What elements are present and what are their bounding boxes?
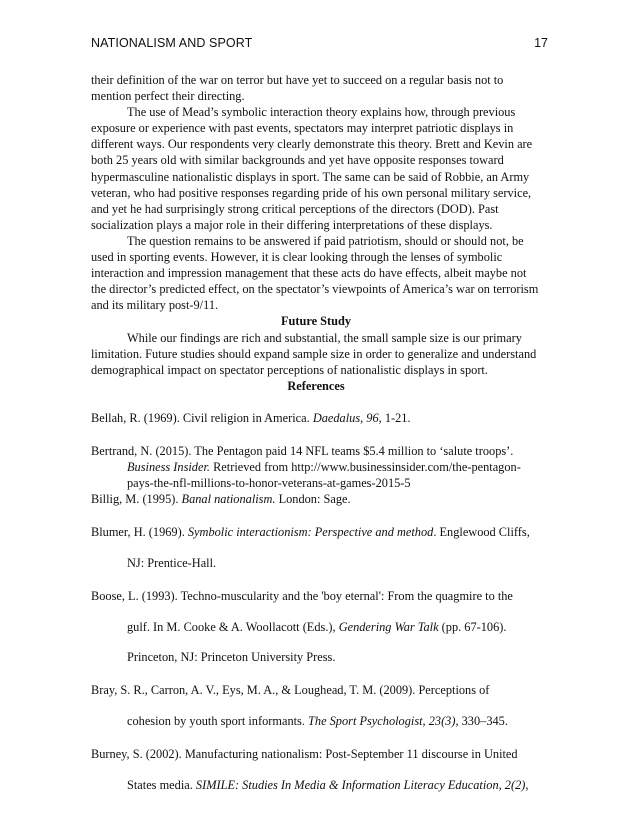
reference-list xyxy=(91,410,541,793)
reference-item: Bray, S. R., Carron, A. V., Eys, M. A., & Loughead, T. M. (2009). Perceptions of cohesion by youth sport informants. The Sport Psychologist, 23(3), 330–345. xyxy=(91,683,508,728)
reference-item: Billig, M. (1995). Banal nationalism. London: Sage. xyxy=(91,492,351,507)
paragraph: The use of Mead’s symbolic interaction theory explains how, through previous exposure or experience with past events, spectators may interpret patriotic displays in different ways. Our respondents very clearly demonstrate this theory. Brett and Kevin are both 25 years old with similar backgrounds and yet have opposite responses toward hypermasculine nationalistic displays in sport. The same can be said of Robbie, an Army veteran, who had positive responses regarding pride of his own personal military service, and yet he had surprisingly strong critical perceptions of the directors (DOD). Past socialization plays a major role in their differing interpretations of these displays. xyxy=(91,105,533,232)
reference-item: Burney, S. (2002). Manufacturing nationalism: Post-September 11 discourse in United States media. SIMILE: Studies In Media & Information Literacy Education, 2(2), xyxy=(91,747,529,792)
reference-item: Bertrand, N. (2015). The Pentagon paid 14 NFL teams $5.4 million to ‘salute troops’. Business Insider. Retrieved from http://www.businessinsider.com/the-pentagon-pays-the-nfl-millions-to-honor-veterans-at-games-2015-5 xyxy=(91,443,521,491)
reference-item: Boose, L. (1993). Techno-muscularity and the 'boy eternal': From the quagmire to the gulf. In M. Cooke & A. Woollacott (Eds.), Gendering War Talk (pp. 67-106). Princeton, NJ: Princeton University Press. xyxy=(91,589,513,665)
running-title: NATIONALISM AND SPORT xyxy=(91,36,253,50)
section-heading-references: References xyxy=(287,378,345,393)
page-content xyxy=(91,72,541,793)
reference-item: Bellah, R. (1969). Civil religion in America. Daedalus, 96, 1-21. xyxy=(91,410,411,425)
page-number: 17 xyxy=(534,36,548,50)
future-study-text xyxy=(91,330,541,378)
running-header xyxy=(91,36,548,56)
section-heading-future-study: Future Study xyxy=(280,314,352,329)
body-text xyxy=(91,72,541,313)
paragraph: While our findings are rich and substantial, the small sample size is our primary limitation. Future studies should expand sample size in order to generalize and understand demographical impact on spectator perceptions of nationalistic displays in sport. xyxy=(91,330,537,377)
reference-item: Blumer, H. (1969). Symbolic interactionism: Perspective and method. Englewood Cliffs, NJ: Prentice-Hall. xyxy=(91,525,530,570)
paragraph: their definition of the war on terror but have yet to succeed on a regular basis not to mention perfect their directing. xyxy=(91,73,504,104)
paragraph: The question remains to be answered if paid patriotism, should or should not, be used in sporting events. However, it is clear looking through the lenses of symbolic interaction and impression management that these acts do have effects, albeit maybe not the director’s predicted effect, on the spectator’s viewpoints of America’s war on terrorism and its military post-9/11. xyxy=(91,233,539,313)
